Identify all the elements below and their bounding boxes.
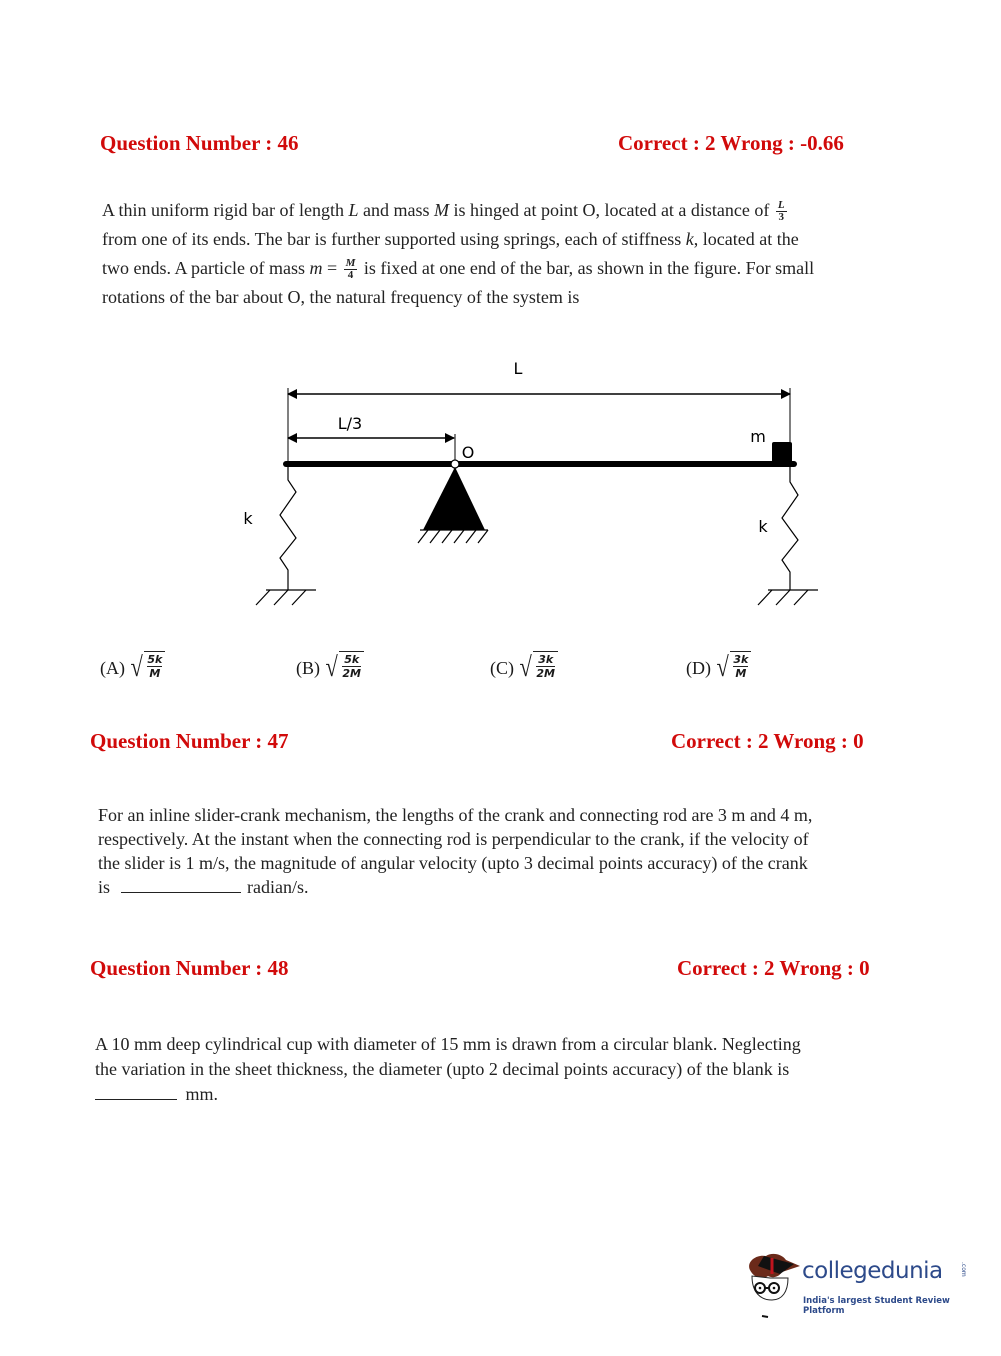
q47-line-1: For an inline slider-crank mechanism, the lengths of the crank and connecting rod are 3 m and 4 m,	[98, 805, 813, 825]
q47-line-4: is radian/s.	[98, 877, 309, 897]
sqrt-expression: √ 5k M	[129, 651, 165, 685]
q48-line-3: mm.	[95, 1082, 925, 1107]
q48-line-1: A 10 mm deep cylindrical cup with diameter of 15 mm is drawn from a circular blank. Neglecting	[95, 1034, 801, 1054]
question-46-marks: Correct : 2 Wrong : -0.66	[618, 131, 844, 155]
mass-block	[772, 442, 792, 463]
radical-sign: √	[130, 652, 143, 683]
option-a[interactable]: (A) √ 5k M	[100, 651, 165, 685]
radical-sign: √	[716, 652, 729, 683]
question-46-text	[102, 196, 922, 312]
label-k-right: k	[758, 517, 768, 536]
bar-spring-figure	[230, 350, 830, 620]
label-L3: L/3	[337, 414, 363, 433]
logo-com-text: .com	[960, 1262, 967, 1277]
right-spring	[782, 467, 798, 590]
hinge-O	[451, 460, 459, 468]
question-48-number: Question Number : 48	[90, 956, 289, 980]
sqrt-expression: √ 3k 2M	[518, 651, 558, 685]
q46-line-4: rotations of the bar about O, the natural frequency of the system is	[102, 287, 580, 307]
label-O: O	[461, 443, 475, 462]
fraction-L-over-3: $\frac{L}{3}$	[777, 199, 785, 224]
label-k-left: k	[243, 509, 253, 528]
q46-line-2: from one of its ends. The bar is further supported using springs, each of stiffness k, located at the	[102, 229, 799, 249]
question-47-number: Question Number : 47	[90, 729, 289, 753]
mascot-icon	[742, 1248, 804, 1318]
option-d[interactable]: (D) √ 3k M	[686, 651, 751, 685]
right-ground-hatch	[758, 590, 818, 605]
q46-line-1: A thin uniform rigid bar of length L and mass M is hinged at point O, located at a distance of $\frac{L}{3}$	[102, 199, 785, 224]
pivot-ground-hatch	[418, 530, 488, 543]
answer-blank[interactable]	[95, 1085, 177, 1100]
q47-line-2: respectively. At the instant when the connecting rod is perpendicular to the crank, if the velocity of	[98, 829, 809, 849]
question-47-marks: Correct : 2 Wrong : 0	[671, 729, 864, 753]
radical-sign: √	[325, 652, 338, 683]
question-47-text	[98, 803, 928, 899]
q48-line-2: the variation in the sheet thickness, the diameter (upto 2 decimal points accuracy) of the blank is	[95, 1059, 790, 1079]
label-m: m	[750, 427, 766, 446]
question-48-text	[95, 1032, 925, 1107]
left-spring	[280, 467, 296, 590]
label-L: L	[513, 359, 523, 378]
question-48-marks: Correct : 2 Wrong : 0	[677, 956, 870, 980]
logo-brand-text: collegedunia	[802, 1258, 943, 1284]
pivot-support	[423, 467, 485, 530]
sqrt-expression: √ 5k 2M	[324, 651, 364, 685]
left-ground-hatch	[256, 590, 316, 605]
q47-line-3: the slider is 1 m/s, the magnitude of angular velocity (upto 3 decimal points accuracy) of the crank	[98, 853, 808, 873]
collegedunia-logo[interactable]	[742, 1248, 972, 1318]
answer-blank[interactable]	[121, 878, 241, 893]
fraction-M-over-4: $\frac{M}{4}$	[345, 257, 356, 282]
sqrt-expression: √ 3k M	[715, 651, 751, 685]
option-b[interactable]: (B) √ 5k 2M	[296, 651, 364, 685]
logo-tagline: India's largest Student Review Platform	[803, 1296, 950, 1316]
option-c[interactable]: (C) √ 3k 2M	[490, 651, 558, 685]
q46-line-3: two ends. A particle of mass m = $\frac{M}{4}$ is fixed at one end of the bar, as shown in the figure. For small	[102, 257, 815, 282]
radical-sign: √	[519, 652, 532, 683]
question-46-number: Question Number : 46	[100, 131, 299, 155]
